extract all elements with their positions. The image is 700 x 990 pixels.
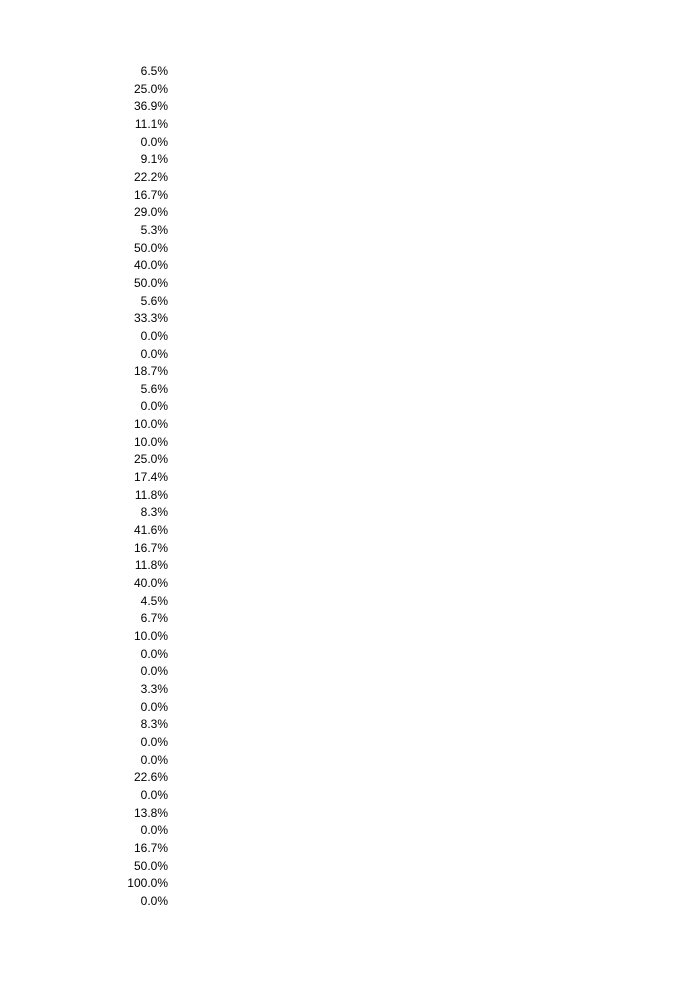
- percentage-cell: 22.2%: [133, 169, 168, 184]
- percentage-cell: 0.0%: [140, 699, 168, 714]
- percentage-cell: 11.8%: [134, 558, 168, 573]
- percentage-cell: 0.0%: [140, 646, 168, 661]
- percentage-cell: 50.0%: [133, 275, 168, 290]
- percentage-cell: 16.7%: [133, 187, 168, 202]
- percentage-cell: 16.7%: [133, 540, 168, 555]
- percentage-cell: 0.0%: [140, 664, 168, 679]
- percentage-cell: 8.3%: [140, 505, 168, 520]
- percentage-cell: 11.8%: [134, 487, 168, 502]
- percentage-cell: 22.6%: [133, 770, 168, 785]
- percentage-cell: 0.0%: [140, 893, 168, 908]
- percentage-cell: 33.3%: [133, 311, 168, 326]
- percentage-cell: 0.0%: [140, 734, 168, 749]
- percentage-cell: 36.9%: [133, 99, 168, 114]
- percentage-cell: 0.0%: [140, 399, 168, 414]
- percentage-cell: 0.0%: [140, 134, 168, 149]
- percentage-cell: 0.0%: [140, 823, 168, 838]
- percentage-cell: 18.7%: [133, 364, 168, 379]
- percentage-cell: 25.0%: [133, 452, 168, 467]
- percentage-cell: 5.6%: [140, 293, 168, 308]
- percentage-cell: 29.0%: [133, 205, 168, 220]
- percentage-cell: 8.3%: [140, 717, 168, 732]
- percentage-cell: 50.0%: [133, 240, 168, 255]
- percentage-cell: 5.6%: [140, 381, 168, 396]
- percentage-cell: 6.7%: [140, 611, 168, 626]
- percentage-cell: 0.0%: [140, 328, 168, 343]
- percentage-cell: 13.8%: [133, 805, 168, 820]
- percentage-cell: 50.0%: [133, 858, 168, 873]
- percentage-cell: 6.5%: [140, 64, 168, 78]
- percentage-cell: 0.0%: [140, 346, 168, 361]
- percentage-cell: 9.1%: [140, 152, 168, 167]
- percentage-cell: 16.7%: [133, 840, 168, 855]
- percentage-cell: 0.0%: [140, 752, 168, 767]
- percentage-cell: 10.0%: [133, 629, 168, 643]
- percentage-cell: 10.0%: [133, 417, 168, 432]
- percentage-cell: 0.0%: [140, 787, 168, 802]
- percentage-cell: 11.1%: [134, 116, 168, 131]
- percentage-cell: 40.0%: [133, 576, 168, 591]
- percentage-cell: 41.6%: [133, 523, 168, 538]
- percentage-column: [100, 63, 168, 911]
- percentage-cell: 25.0%: [133, 81, 168, 96]
- percentage-cell: 4.5%: [140, 593, 168, 608]
- percentage-cell: 5.3%: [140, 222, 168, 237]
- percentage-cell: 10.0%: [133, 434, 168, 449]
- percentage-cell: 100.0%: [127, 876, 168, 891]
- percentage-cell: 3.3%: [140, 681, 168, 696]
- percentage-cell: 17.4%: [133, 470, 168, 485]
- percentage-cell: 40.0%: [133, 258, 168, 273]
